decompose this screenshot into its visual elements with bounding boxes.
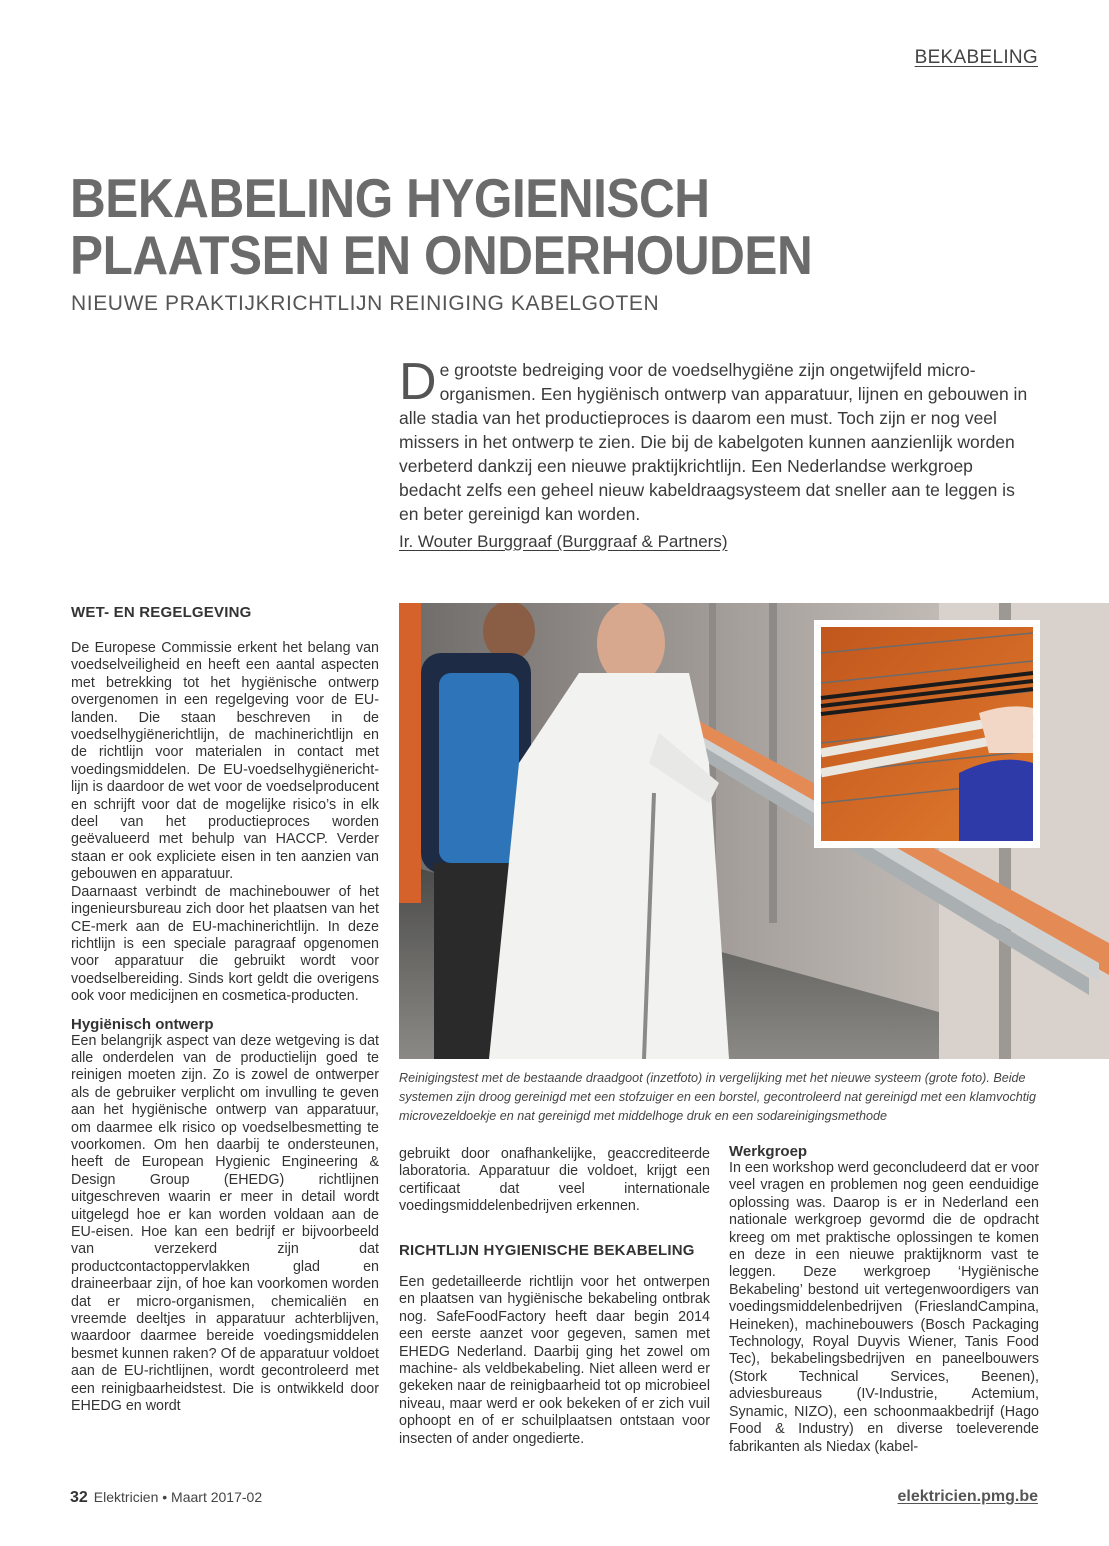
col1-paragraph-2: Daarnaast verbindt de machinebouwer of het ingenieursbureau zich door het plaatsen van het CE-merk aan de EU-machinerichtlijn. In deze richtlijn is een speciale paragraaf opgenomen voor apparatuur die gebruikt wordt voor voedselbereiding. Sinds kort geldt die overigens ook voor medicijnen en cosmetica-producten. [71, 883, 379, 1005]
col2-paragraph-2: Een gedetailleerde richtlijn voor het ontwerpen en plaatsen van hygiënische bekabeling ontbrak nog. SafeFoodFactory heeft daar begin 2014 een eerste aanzet voor gegeven, samen met EHEDG Nederland. Daarbij ging het zowel om machine- als veldbekabeling. Niet alleen werd er gekeken naar de reinigbaarheid tot op microbieel niveau, maar werd er ook bekeken of er zich vuil ophoopt en of er schuilplaatsen ontstaan voor insecten of ander ongedierte. [399, 1274, 710, 1447]
cable-tray-cleaning-photo [399, 603, 1109, 1059]
page-footer [70, 1489, 262, 1507]
section-tag: BEKABELING [914, 47, 1038, 68]
headline-line-1: BEKABELING HYGIENISCH [70, 167, 710, 229]
intro-text: e grootste bedreiging voor de voedselhygiëne zijn ongetwijfeld micro-organismen. Een hygiënisch ontwerp van apparatuur, lijnen en gebouwen in alle stadia van het productieproces is daarom een must. Toch zijn er nog veel missers in het ontwerp te zien. Die bij de kabelgoten kunnen aanzienlijk worden verbeterd dankzij een nieuwe praktijkrichtlijn. Een Nederlandse werkgroep bedacht zelfs een geheel nieuw kabeldraagsysteem dat sneller aan te leggen is en beter gereinigd kan worden. [399, 360, 1028, 524]
column-1 [71, 640, 379, 1415]
article-subtitle: NIEUWE PRAKTIJKRICHTLIJN REINIGING KABELGOTEN [71, 292, 660, 315]
column-3 [729, 1143, 1039, 1456]
page-number: 32 [70, 1489, 88, 1506]
col2-paragraph-1: gebruikt door onafhankelijke, geaccrediteerde laboratoria. Apparatuur die voldoet, krijgt een certificaat dat veel internationale voedingsmiddelenbedrijven erkennen. [399, 1146, 710, 1215]
column-2-continued [399, 1274, 710, 1448]
intro-paragraph [399, 353, 1039, 526]
subheading-hygienisch-ontwerp: Hygiënisch ontwerp [71, 1015, 214, 1033]
headline-line-2: PLAATSEN EN ONDERHOUDEN [70, 224, 813, 286]
subheading-werkgroep: Werkgroep [729, 1143, 808, 1160]
photo-caption: Reinigingstest met de bestaande draadgoot (inzetfoto) in vergelijking met het nieuwe systeem (grote foto). Beide systemen zijn droog gereinigd met een stofzuiger en een borstel, gecontroleerd nat gereinigd met een klamvochtig microvezeldoekje en nat gereinigd met middelhoge druk en een sodareinigingsmethode [399, 1071, 1037, 1123]
col1-paragraph-1: De Europese Commissie erkent het belang van voedselveiligheid en heeft een aantal aspecten met betrekking tot het hygiënische ontwerp overgenomen in een regelgeving voor de EU-landen. Die staan beschreven in de voedselhygiënerichtlijn, de machinerichtlijn en de richtlijn voor materialen in contact met voedingsmiddelen. De EU-voedselhygiënericht-lijn is daardoor de wet voor de voedselproducent en schrijft voor dat de mogelijke risico’s in elk deel van het productieproces worden geëvalueerd met behulp van HACCP. Verder staan er ook expliciete eisen in ten aanzien van gebouwen en apparatuur. [71, 640, 379, 883]
publication-info: Elektricien • Maart 2017-02 [93, 1489, 263, 1505]
drop-cap: D [399, 353, 437, 411]
article-photo [399, 603, 1109, 1059]
section-heading-richtlijn: RICHTLIJN HYGIENISCHE BEKABELING [399, 1242, 695, 1259]
author-byline: Ir. Wouter Burggraaf (Burggraaf & Partners) [399, 532, 728, 551]
website-link[interactable]: elektricien.pmg.be [897, 1488, 1038, 1505]
article-headline [70, 167, 880, 286]
col3-paragraph-1: In een workshop werd geconcludeerd dat er voor veel vragen en problemen nog geen eenduidige oplossing was. Daarop is er in Nederland een nationale werkgroep gevormd die de opdracht kreeg om met praktische oplossingen te komen en deze in een nieuwe praktijknorm vast te leggen. Deze werkgroep ‘Hygiënische Bekabeling’ bestond uit vertegenwoordigers van voedingsmiddelenbedrijven (FrieslandCampina, Heineken), machinebouwers (Bosch Packaging Technology, Royal Duyvis Wiener, Tanis Food Tec), bekabelingsbedrijven en paneelbouwers (Stork Technical Services, Beenen), adviesbureaus (IV-Industrie, Actemium, Synamic, NIZO), een schoonmaakbedrijf (Hago Food & Industry) en diverse toeleverende fabrikanten als Niedax (kabel- [729, 1160, 1039, 1455]
col1-paragraph-3: Een belangrijk aspect van deze wetgeving is dat alle onderdelen van de productielijn goed te reinigen moeten zijn. Zo is zowel de ontwerper als de gebruiker verplicht om invulling te geven aan het hygiënische ontwerp van apparatuur, om daarmee elk risico op voedselbesmetting te voorkomen. Om hen daarbij te ondersteunen, heeft de European Hygienic Engineering & Design Group (EHEDG) richtlijnen uitgeschreven waarin er meer in detail wordt uitgelegd hoe er kan worden voldaan aan de EU-eisen. Hoe kan een bedrijf er bijvoorbeeld van verzekerd zijn dat productcontactoppervlakken glad en draineerbaar zijn, of hoe kan voorkomen worden dat er micro-organismen, chemicaliën en vreemde deeltjes in apparatuur achterblijven, waardoor daarmee bereide voedingsmiddelen besmet kunnen raken? Of de apparatuur voldoet aan de EU-richtlijnen, wordt gecontroleerd met een reinigbaarheidstest. Die is ontwikkeld door EHEDG en wordt [71, 1032, 379, 1415]
section-heading-wet-en-regelgeving: WET- EN REGELGEVING [71, 604, 252, 621]
column-2 [399, 1146, 710, 1216]
